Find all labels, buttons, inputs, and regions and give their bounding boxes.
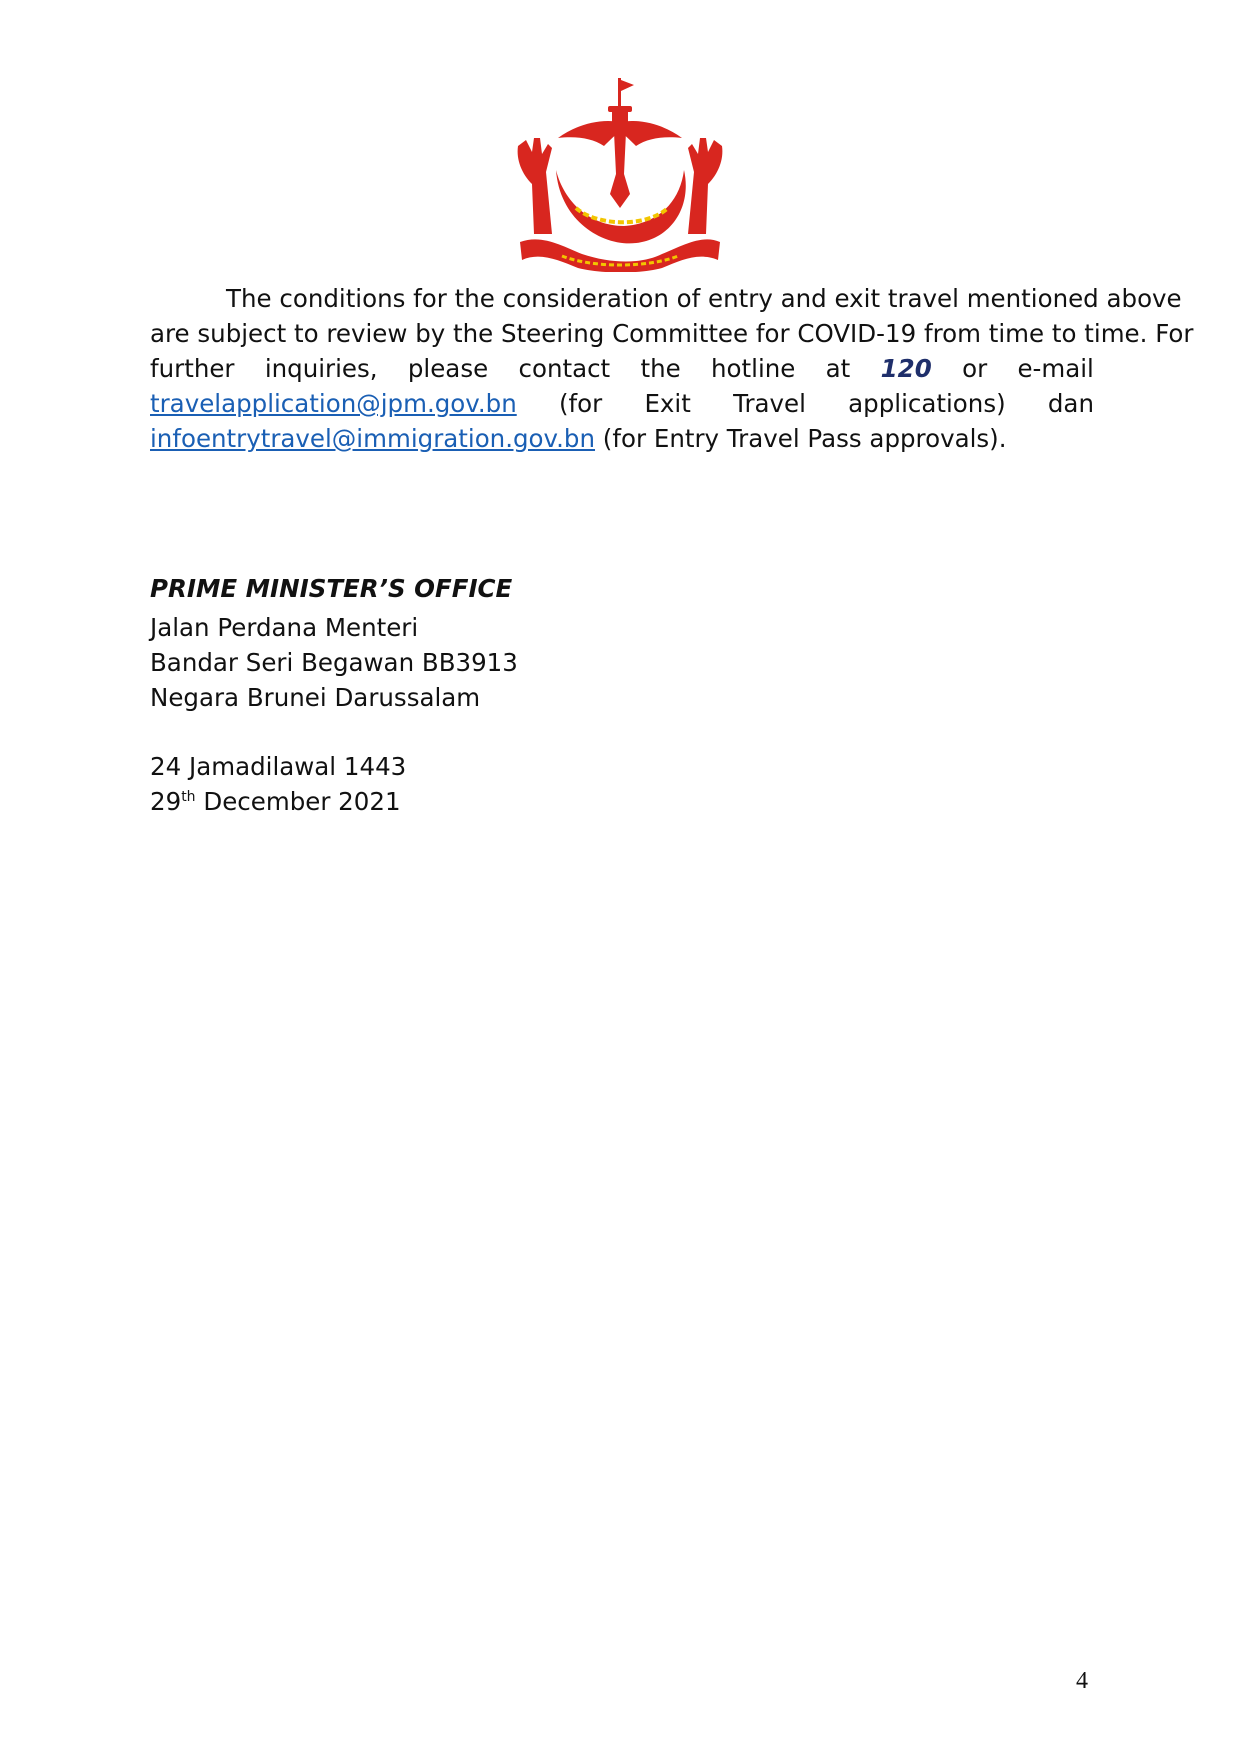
word: hotline [711,354,796,383]
address-line: Bandar Seri Begawan BB3913 [150,648,518,677]
gregorian-date [150,784,406,819]
date-day-suffix: th [181,788,196,805]
body-line-5 [150,421,1094,456]
office-address [150,610,518,715]
word: or [962,354,988,383]
word: applications) [848,389,1006,418]
date-day: 29 [150,787,182,816]
address-line: Negara Brunei Darussalam [150,683,481,712]
word: Travel [733,389,806,418]
hotline-number: 120 [880,354,932,383]
body-line-3 [150,351,1094,386]
exit-travel-email-link[interactable]: travelapplication@jpm.gov.bn [150,389,517,418]
address-line: Jalan Perdana Menteri [150,613,419,642]
word: inquiries, [264,354,378,383]
page-number: 4 [1076,1668,1088,1694]
body-line-4 [150,386,1094,421]
word: at [825,354,851,383]
office-name: PRIME MINISTER’S OFFICE [150,574,513,603]
word: please [407,354,489,383]
word: contact [518,354,611,383]
word: Exit [644,389,691,418]
word: (for [558,389,603,418]
brunei-crest-icon [512,74,728,272]
date-month-year: December 2021 [195,787,401,816]
body-paragraph [150,281,1194,456]
word: the [640,354,681,383]
body-line-2: are subject to review by the Steering Committee for COVID-19 from time to time. For [150,319,1194,348]
date-block [150,749,406,819]
body-line-1: The conditions for the consideration of entry and exit travel mentioned above [226,284,1182,313]
hijri-date: 24 Jamadilawal 1443 [150,752,407,781]
word: dan [1047,389,1094,418]
word: e-mail [1017,354,1094,383]
word: further [150,354,235,383]
body-line-5-tail: (for Entry Travel Pass approvals). [595,424,1007,453]
entry-travel-email-link[interactable]: infoentrytravel@immigration.gov.bn [150,424,596,453]
